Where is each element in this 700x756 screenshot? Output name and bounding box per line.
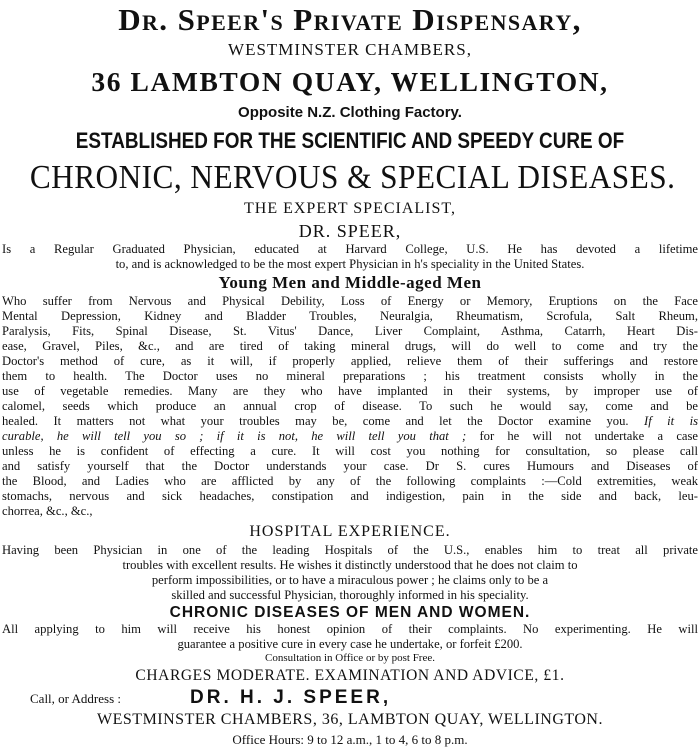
- body-line: Paralysis, Fits, Spinal Disease, St. Vitus' Dance, Liver Complaint, Asthma, Catarrh, Heart Dis-: [2, 324, 698, 338]
- established-heading: ESTABLISHED FOR THE SCIENTIFIC AND SPEEDY CURE OF: [75, 128, 625, 153]
- body-line: Mental Depression, Kidney and Bladder Troubles, Neuralgia, Rheumatism, Scrofula, Salt Rheum,: [2, 309, 698, 323]
- body-line: unless he is confident of effecting a cure. It will cost you nothing for consultation, so please call: [2, 444, 698, 458]
- doctor-name: DR. H. J. SPEER,: [190, 687, 392, 708]
- consultation-note: Consultation in Office or by post Free.: [265, 652, 435, 664]
- opposite-note: Opposite N.Z. Clothing Factory.: [238, 104, 462, 121]
- dispensary-title: Dr. Speer's Private Dispensary,: [118, 2, 582, 37]
- intro-line: Is a Regular Graduated Physician, educated at Harvard College, U.S. He has devoted a lifetime: [2, 242, 698, 256]
- street-address: 36 LAMBTON QUAY, WELLINGTON,: [91, 66, 609, 97]
- body-line: [2, 414, 698, 429]
- chronic-heading: CHRONIC DISEASES OF MEN AND WOMEN.: [169, 604, 531, 621]
- specialist-label: THE EXPERT SPECIALIST,: [243, 200, 456, 217]
- intro-line: to, and is acknowledged to be the most expert Physician in h's speciality in the United States.: [115, 257, 585, 271]
- body-line: use of vegetable remedies. Many are they who have implanted in their systems, by improper use of: [2, 384, 698, 398]
- body-line: and satisfy yourself that the Doctor understands your case. Dr S. cures Humours and Diseases of: [2, 459, 698, 473]
- body-line: Having been Physician in one of the leading Hospitals of the U.S., enables him to treat all private: [2, 543, 698, 557]
- body-line-italic: curable, he will tell you so ; if it is not, he will tell you that ;: [2, 429, 467, 443]
- body-line: perform impossibilities, or to have a miraculous power ; he claims only to be a: [151, 573, 549, 587]
- body-line: chorrea, &c., &c.,: [2, 504, 93, 518]
- body-line: ease, Gravel, Piles, &c., and are tired of taking mineral drugs, will do well to come and try the: [2, 339, 698, 353]
- call-label: Call, or Address :: [30, 691, 121, 706]
- young-men-heading: Young Men and Middle-aged Men: [218, 273, 482, 292]
- body-line: calomel, seeds which produce an annual crop of disease. To such he would say, come and be: [2, 399, 698, 413]
- charges-line: CHARGES MODERATE. EXAMINATION AND ADVICE, £1.: [135, 667, 565, 684]
- body-line-italic: If it is: [644, 414, 699, 428]
- call-address-row: [30, 687, 698, 709]
- body-line: [2, 429, 698, 444]
- body-line: stomachs, nervous and sick headaches, constipation and indigestion, pain in the side and back, leu-: [2, 489, 698, 503]
- diseases-heading: CHRONIC, NERVOUS & SPECIAL DISEASES.: [29, 159, 676, 196]
- body-line: the Blood, and Ladies who are afflicted by any of the following complaints :—Cold extremities, weak: [2, 474, 698, 488]
- footer-address: WESTMINSTER CHAMBERS, 36, LAMBTON QUAY, WELLINGTON.: [97, 711, 603, 728]
- body-line: troubles with excellent results. He wishes it distinctly understood that he does not claim to: [122, 558, 578, 572]
- hospital-heading: HOSPITAL EXPERIENCE.: [249, 523, 451, 540]
- body-line: them to health. The Doctor uses no mineral preparations ; his treatment consists wholly in the: [2, 369, 698, 383]
- hospital-body: [2, 543, 698, 603]
- office-hours: Office Hours: 9 to 12 a.m., 1 to 4, 6 to 8 p.m.: [232, 732, 468, 747]
- body-line: skilled and successful Physician, thoroughly informed in his speciality.: [171, 588, 529, 602]
- body-line-text: for he will not undertake a case: [479, 429, 698, 443]
- body-line: Who suffer from Nervous and Physical Debility, Loss of Energy or Memory, Eruptions on the Face: [2, 294, 698, 308]
- young-men-body: [2, 294, 698, 519]
- body-line: guarantee a positive cure in every case he undertake, or forfeit £200.: [177, 637, 523, 651]
- building-name: WESTMINSTER CHAMBERS,: [228, 40, 472, 59]
- body-line-text: healed. It matters not what your troubles may be, come and let the Doctor examine you.: [2, 414, 629, 428]
- body-line: Doctor's method of cure, as it will, if properly applied, relieve them of their sufferings and restore: [2, 354, 698, 368]
- body-line: All applying to him will receive his honest opinion of their complaints. No experimenting. He will: [2, 622, 698, 636]
- specialist-name: DR. SPEER,: [298, 221, 402, 241]
